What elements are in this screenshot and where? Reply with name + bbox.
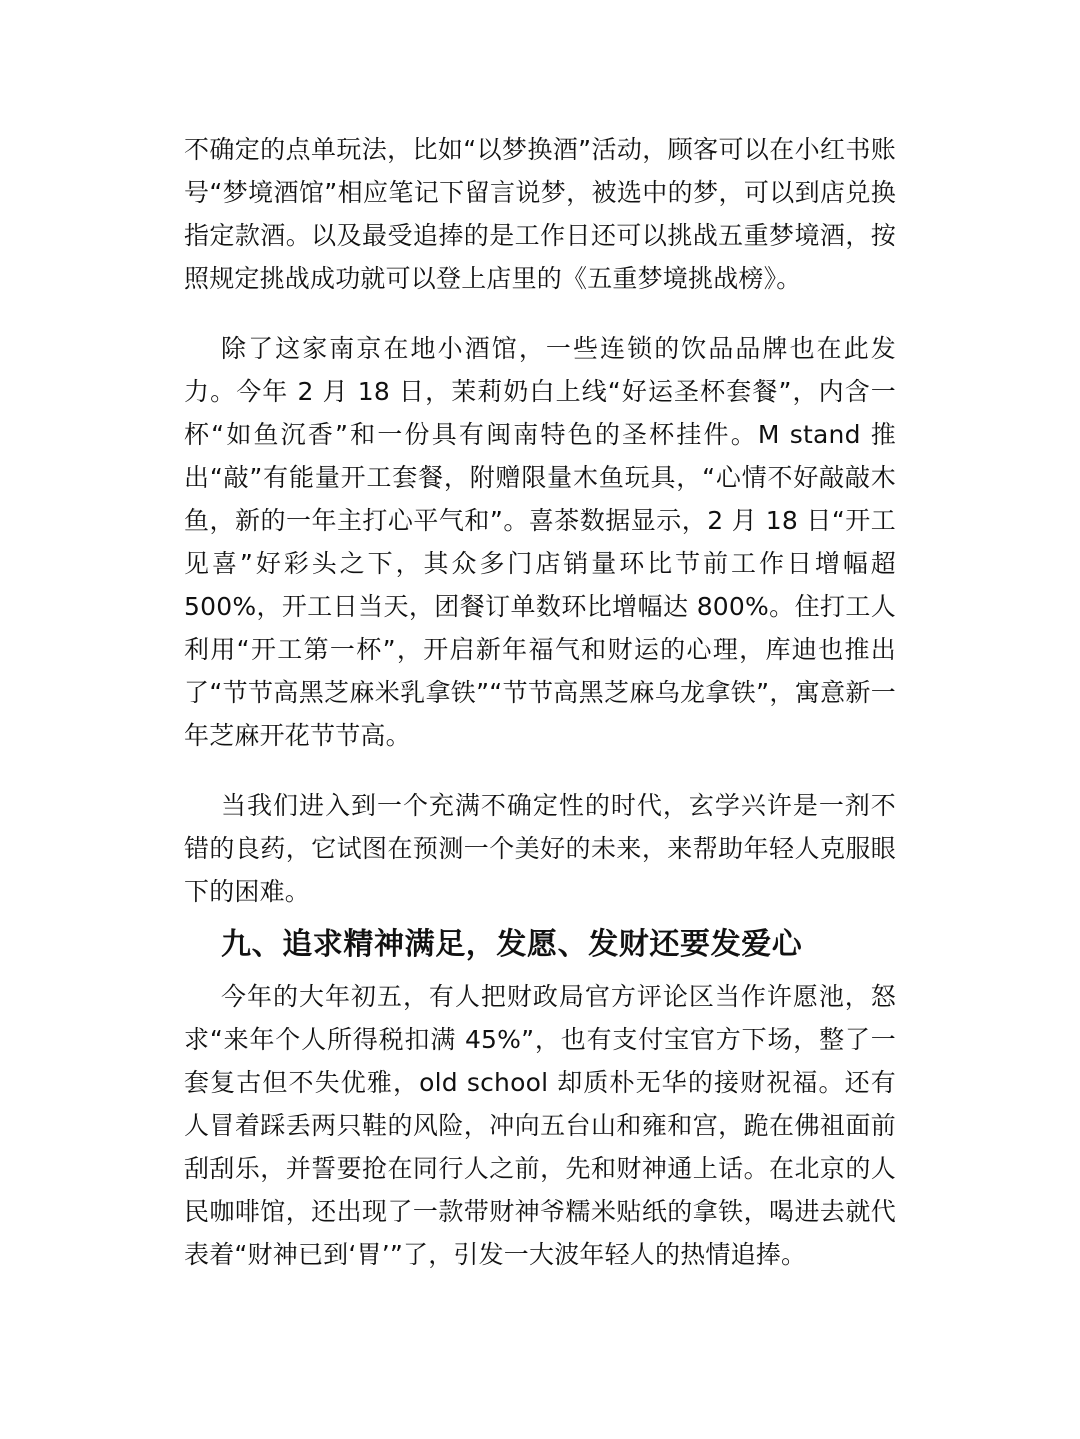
paragraph-dream-tavern: 不确定的点单玩法，比如“以梦换酒”活动，顾客可以在小红书账号“梦境酒馆”相应笔记下留言说梦，被选中的梦，可以到店兑换指定款酒。以及最受追捧的是工作日还可以挑战五重梦境酒，按照规定挑战成功就可以登上店里的《五重梦境挑战榜》。 (184, 135, 896, 293)
paragraph-gap (184, 300, 896, 327)
paragraph-wealth-wishes: 今年的大年初五，有人把财政局官方评论区当作许愿池，怒求“来年个人所得税扣满 45%”，也有支付宝官方下场，整了一套复古但不失优雅，old school 却质朴无华的接财祝福。还有人冒着踩丢两只鞋的风险，冲向五台山和雍和宫，跪在佛祖面前刮刮乐，并誓要抢在同行人之前，先和财神通上话。在北京的人民咖啡馆，还出现了一款带财神爷糯米贴纸的拿铁，喝进去就代表着“财神已到‘胃’”了，引发一大波年轻人的热情追捧。 (184, 982, 896, 1269)
paragraph-gap (184, 757, 896, 784)
document-page (184, 128, 896, 1276)
paragraph-drink-brands: 除了这家南京在地小酒馆，一些连锁的饮品品牌也在此发力。今年 2 月 18 日，茉莉奶白上线“好运圣杯套餐”，内含一杯“如鱼沉香”和一份具有闽南特色的圣杯挂件。M stand 推出“敲”有能量开工套餐，附赠限量木鱼玩具，“心情不好敲敲木鱼，新的一年主打心平气和”。喜茶数据显示，2 月 18 日“开工见喜”好彩头之下，其众多门店销量环比节前工作日增幅超 500%，开工日当天，团餐订单数环比增幅达 800%。住打工人利用“开工第一杯”，开启新年福气和财运的心理，库迪也推出了“节节高黑芝麻米乳拿铁”“节节高黑芝麻乌龙拿铁”，寓意新一年芝麻开花节节高。 (184, 334, 896, 750)
paragraph-metaphysics: 当我们进入到一个充满不确定性的时代，玄学兴许是一剂不错的良药，它试图在预测一个美好的未来，来帮助年轻人克服眼下的困难。 (184, 791, 896, 906)
section-heading: 九、追求精神满足，发愿、发财还要发爱心 (221, 926, 803, 962)
